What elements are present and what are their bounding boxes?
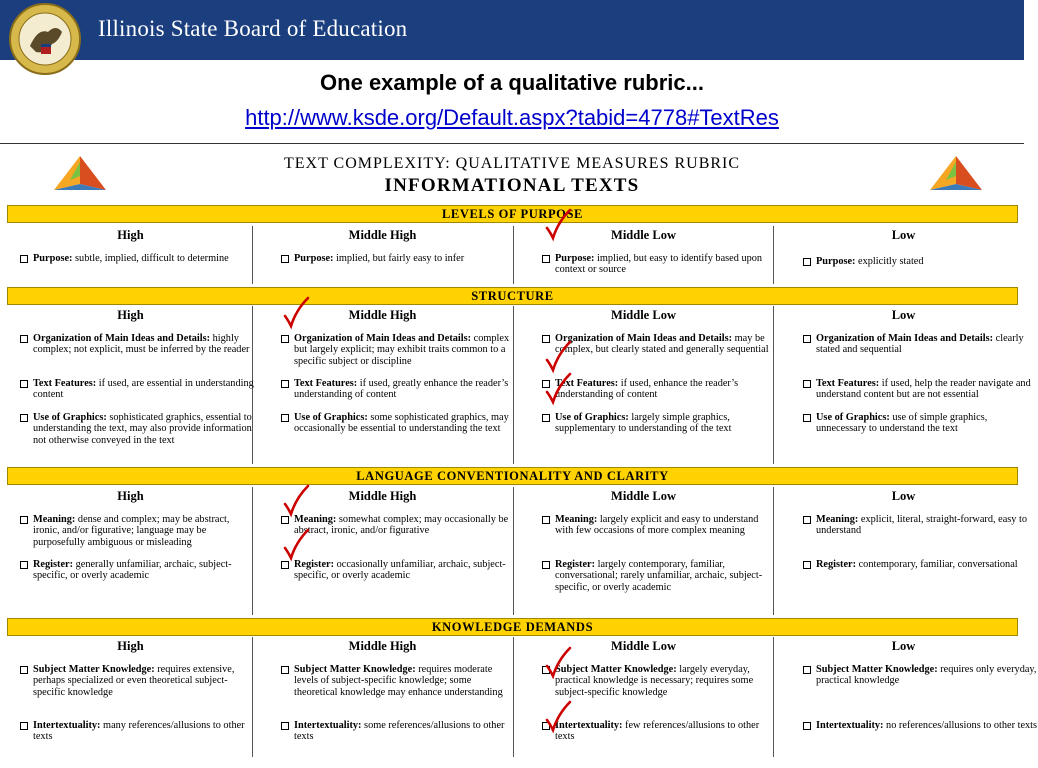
brand-name: Illinois State Board of Education [98,16,408,41]
rubric-cell [281,720,516,743]
rubric-cell [281,253,516,264]
illinois-seal-icon [8,2,82,76]
criterion-item: Text Features: if used, help the reader navigate and understand content but are not essential [803,378,1038,401]
header-bar [0,0,1024,60]
rubric-cell [20,514,255,548]
criterion-item: Subject Matter Knowledge: requires only everyday, practical knowledge [803,664,1038,687]
checkmark-icon [282,296,310,330]
rubric-cell [803,664,1038,687]
checkmark-icon [544,372,572,406]
criterion-item: Intertextuality: few references/allusions to other texts [542,720,777,743]
rubric-cell [281,412,516,435]
checkmark-icon [544,340,572,374]
section-bar-structure: STRUCTURE [7,287,1018,305]
rubric-cell [20,333,255,356]
column-header-high: High [117,639,144,653]
rubric-cell [281,559,516,582]
column-header-low: Low [891,489,916,503]
rubric-cell [20,378,255,401]
column-header-middle-low: Middle Low [611,228,676,242]
column-divider [513,487,514,615]
rubric-cell [542,412,777,435]
checkmark-icon [544,208,572,242]
rubric-cell [542,720,777,743]
rubric-cell [803,412,1038,435]
rubric-cell [281,514,516,537]
checkmark-icon [282,484,310,518]
criterion-item: Meaning: largely explicit and easy to understand with few occasions of more complex meaning [542,514,777,537]
criterion-item: Purpose: explicitly stated [803,256,1038,267]
slide-title: One example of a qualitative rubric... [320,70,704,95]
checkmark-icon [544,700,572,734]
column-header-middle-low: Middle Low [611,489,676,503]
rubric-cell [542,253,777,276]
column-header-middle-high: Middle High [348,308,417,322]
rubric-cell [803,333,1038,356]
criterion-item: Use of Graphics: some sophisticated graphics, may occasionally be essential to understanding the text [281,412,516,435]
rubric-cell [20,559,255,582]
criterion-item: Subject Matter Knowledge: requires moderate levels of subject-specific knowledge; some theoretical knowledge may enhance understanding [281,664,516,698]
rubric-cell [20,412,255,446]
rubric-cell [20,253,255,264]
criterion-item: Intertextuality: some references/allusions to other texts [281,720,516,743]
divider [0,143,1024,144]
rubric-title: TEXT COMPLEXITY: QUALITATIVE MEASURES RUBRIC [283,155,741,172]
criterion-item: Meaning: dense and complex; may be abstract, ironic, and/or figurative; language may be purposefully ambiguous or misleading [20,514,255,548]
column-divider [252,487,253,615]
rubric-cell [281,378,516,401]
rubric-cell [542,514,777,537]
criterion-item: Organization of Main Ideas and Details: clearly stated and sequential [803,333,1038,356]
checkmark-icon [544,646,572,680]
rubric-cell [803,256,1038,267]
column-header-middle-high: Middle High [348,489,417,503]
rubric-cell [20,664,255,698]
criterion-item: Subject Matter Knowledge: largely everyday, practical knowledge is necessary; requires some subject-specific knowledge [542,664,777,698]
criterion-item: Intertextuality: many references/allusions to other texts [20,720,255,743]
criterion-item: Meaning: somewhat complex; may occasionally be abstract, ironic, and/or figurative [281,514,516,537]
criterion-item: Use of Graphics: sophisticated graphics, essential to understanding the text, may also provide information not otherwise conveyed in the text [20,412,255,446]
criterion-item: Register: occasionally unfamiliar, archaic, subject-specific, or overly academic [281,559,516,582]
rubric-cell [542,378,777,401]
column-header-high: High [117,308,144,322]
column-header-middle-low: Middle Low [611,308,676,322]
column-header-middle-low: Middle Low [611,639,676,653]
source-link[interactable]: http://www.ksde.org/Default.aspx?tabid=4778#TextRes [245,105,779,130]
section-bar-language-conventionality: LANGUAGE CONVENTIONALITY AND CLARITY [7,467,1018,485]
criterion-item: Register: contemporary, familiar, conversational [803,559,1038,570]
criterion-item: Purpose: implied, but fairly easy to infer [281,253,516,264]
criterion-item: Organization of Main Ideas and Details: may be complex, but clearly stated and generally sequential [542,333,777,356]
criterion-item: Text Features: if used, greatly enhance the reader’s understanding of content [281,378,516,401]
column-header-high: High [117,228,144,242]
criterion-item: Purpose: subtle, implied, difficult to determine [20,253,255,264]
criterion-item: Organization of Main Ideas and Details: highly complex; not explicit, must be inferred by the reader [20,333,255,356]
column-header-middle-high: Middle High [348,639,417,653]
rubric-cell [542,559,777,593]
criterion-item: Text Features: if used, are essential in understanding content [20,378,255,401]
checkmark-icon [282,528,310,562]
rubric-cell [542,664,777,698]
criterion-item: Register: largely contemporary, familiar, conversational; rarely unfamiliar, archaic, subject-specific, or overly academic [542,559,777,593]
column-header-low: Low [891,228,916,242]
rubric-cell [803,378,1038,401]
rubric-cell [803,720,1038,731]
criterion-item: Register: generally unfamiliar, archaic, subject-specific, or overly academic [20,559,255,582]
rubric-cell [20,720,255,743]
rubric-cell [803,514,1038,537]
column-header-low: Low [891,308,916,322]
section-bar-knowledge-demands: KNOWLEDGE DEMANDS [7,618,1018,636]
column-divider [773,487,774,615]
criterion-item: Subject Matter Knowledge: requires extensive, perhaps specialized or even theoretical subject-specific knowledge [20,664,255,698]
rubric-cell [281,664,516,698]
criterion-item: Purpose: implied, but easy to identify based upon context or source [542,253,777,276]
criterion-item: Text Features: if used, enhance the reader’s understanding of content [542,378,777,401]
criterion-item: Meaning: explicit, literal, straight-forward, easy to understand [803,514,1038,537]
column-header-low: Low [891,639,916,653]
criterion-item: Organization of Main Ideas and Details: complex but largely explicit; may exhibit traits common to a specific subject or discipline [281,333,516,367]
column-header-middle-high: Middle High [348,228,417,242]
section-bar-levels-of-purpose: LEVELS OF PURPOSE [7,205,1018,223]
rubric-cell [542,333,777,356]
criterion-item: Intertextuality: no references/allusions to other texts [803,720,1038,731]
rubric-cell [281,333,516,367]
rubric-cell [803,559,1038,570]
criterion-item: Use of Graphics: largely simple graphics, supplementary to understanding of the text [542,412,777,435]
rubric-subtitle: INFORMATIONAL TEXTS [384,175,640,196]
column-header-high: High [117,489,144,503]
criterion-item: Use of Graphics: use of simple graphics, unnecessary to understand the text [803,412,1038,435]
